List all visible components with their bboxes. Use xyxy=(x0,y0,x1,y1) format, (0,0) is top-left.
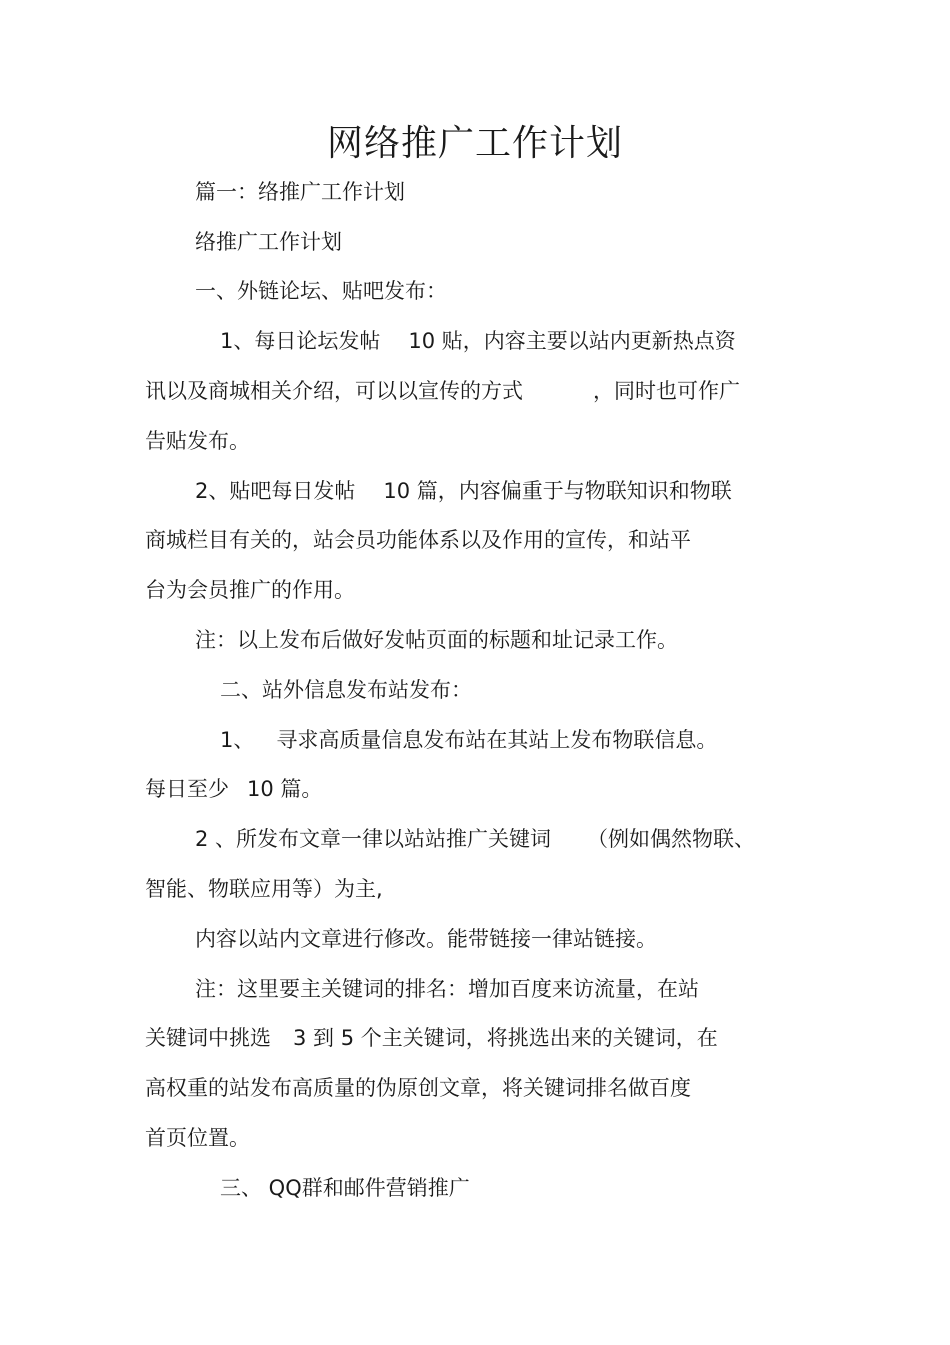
text-segment: 讯以及商城相关介绍，可以以宣传的方式 xyxy=(145,379,523,403)
section1-heading: 一、外链论坛、贴吧发布： xyxy=(195,279,447,303)
section2-note-line2 xyxy=(145,1023,718,1053)
text-segment: 每日至少 xyxy=(145,777,229,801)
section2-heading: 二、站外信息发布站发布： xyxy=(220,678,472,702)
section2-note-line4: 首页位置。 xyxy=(145,1126,250,1150)
section2-item2-line1 xyxy=(195,824,755,854)
text-segment: （例如偶然物联、 xyxy=(587,827,756,851)
section2-item2-line2: 智能、物联应用等）为主, xyxy=(145,877,383,901)
section2-item1-line2 xyxy=(145,774,322,804)
section2-item2-line3: 内容以站内文章进行修改。能带链接一律站链接。 xyxy=(195,927,657,951)
section2-note-line3: 高权重的站发布高质量的伪原创文章，将关键词排名做百度 xyxy=(145,1076,691,1100)
subheading: 篇一：络推广工作计划 xyxy=(195,180,405,204)
text-segment: 10 篇。 xyxy=(247,777,323,801)
section1-item2-line2: 商城栏目有关的，站会员功能体系以及作用的宣传，和站平 xyxy=(145,528,691,552)
section1-item1-line3: 告贴发布。 xyxy=(145,429,250,453)
section2-item1-line1 xyxy=(220,725,717,755)
text-segment: 1、每日论坛发帖 xyxy=(220,329,381,353)
text-segment: 寻求高质量信息发布站在其站上发布物联信息。 xyxy=(276,728,718,752)
section1-item2-line1 xyxy=(195,476,732,506)
text-segment: 10 篇，内容偏重于与物联知识和物联 xyxy=(383,479,732,503)
section3-heading: 三、 QQ群和邮件营销推广 xyxy=(220,1176,470,1200)
document-title: 网络推广工作计划 xyxy=(326,123,623,164)
text-segment: 1、 xyxy=(220,728,255,752)
text-segment: 2 、所发布文章一律以站站推广关键词 xyxy=(195,827,552,851)
plan-name: 络推广工作计划 xyxy=(195,230,342,254)
text-segment: 关键词中挑选 xyxy=(145,1026,271,1050)
section2-note-line1: 注：这里要主关键词的排名：增加百度来访流量，在站 xyxy=(195,977,699,1001)
section1-item2-line3: 台为会员推广的作用。 xyxy=(145,578,355,602)
section1-item1-line1 xyxy=(220,326,736,356)
text-segment: 2、贴吧每日发帖 xyxy=(195,479,356,503)
section1-item1-line2 xyxy=(145,376,740,406)
text-segment: 10 贴，内容主要以站内更新热点资 xyxy=(408,329,736,353)
text-segment: ，同时也可作广 xyxy=(593,379,740,403)
section1-note: 注：以上发布后做好发帖页面的标题和址记录工作。 xyxy=(195,628,678,652)
text-segment: 3 到 5 个主关键词，将挑选出来的关键词，在 xyxy=(293,1026,718,1050)
